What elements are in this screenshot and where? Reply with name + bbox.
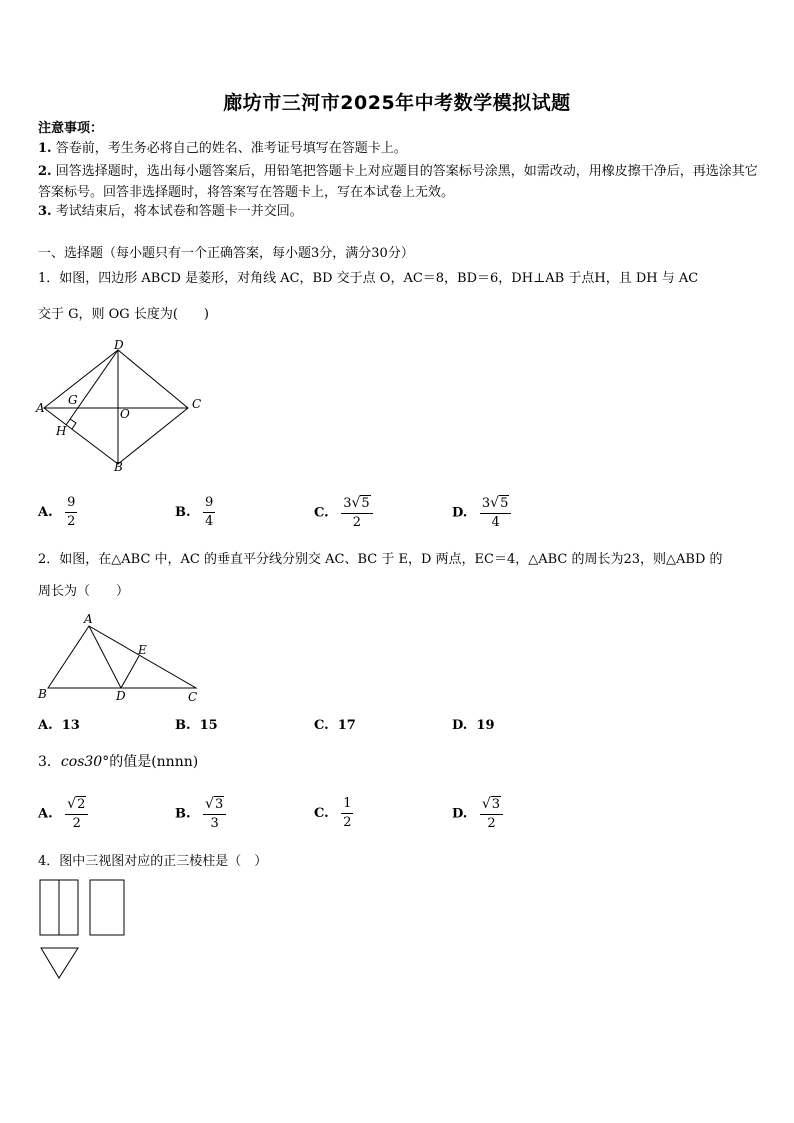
radicand: 3 [214,797,224,812]
option-letter: C. [314,806,329,821]
radicand: 5 [361,496,370,511]
option-letter: D. [452,505,468,521]
page-title: 廊坊市三河市2025年中考数学模拟试题 [223,92,571,114]
fraction [480,494,511,532]
q2-triangle-figure [34,612,214,704]
q3-expression: cos30° [60,754,110,770]
option-letter: A. [38,505,53,520]
sqrt-symbol: √3 [205,796,224,812]
denominator: 2 [67,514,76,529]
option-letter: D. [452,718,468,733]
label-b: B [114,460,123,474]
q2-option-c[interactable] [314,718,356,733]
q1-rhombus-figure [34,338,214,478]
coefficient: 3 [481,496,491,511]
q2-option-b[interactable] [175,718,218,733]
option-value: 15 [199,718,218,733]
rhombus-outline [44,350,188,464]
label-e: E [138,643,147,657]
denominator: 2 [487,816,496,831]
radicand: 5 [500,496,509,511]
numerator [480,494,511,514]
q4-text: 4．图中三视图对应的正三棱柱是（ ） [38,854,268,869]
side-view [90,880,124,935]
notice-item-text: 答卷前，考生务必将自己的姓名、准考证号填写在答题卡上。 [55,141,407,156]
fraction [203,494,215,531]
section-heading: 一、选择题（每小题只有一个正确答案，每小题3分，满分30分） [38,246,414,261]
notice-item-text: 回答选择题时，选出每小题答案后，用铅笔把答题卡上对应题目的答案标号涂黑，如需改动，用橡皮擦干净后，再选涂其它答案标号。回答非选择题时，将答案写在答题卡上，写在本试卷上无效。 [38,164,758,200]
q3-suffix: 的值是(nnnn) [109,754,199,770]
option-letter: A. [38,806,53,822]
denominator: 4 [205,514,214,529]
q3-option-a[interactable] [38,795,88,833]
notice-item-3 [38,203,303,221]
sqrt-symbol: √5 [490,495,509,511]
radicand: 2 [77,797,86,812]
q2-option-a[interactable] [38,718,80,733]
label-d: D [114,338,124,352]
q4-three-view-figure [38,878,128,982]
fraction [480,795,503,833]
segment-de [121,656,139,688]
top-view-triangle [41,948,78,978]
q1-text-line1: 1．如图，四边形 ABCD 是菱形，对角线 AC，BD 交于点 O，AC＝8，BD＝6，DH⊥AB 于点H，且 DH 与 AC [38,271,699,286]
option-value: 17 [337,718,356,733]
q3-option-d[interactable] [452,795,503,833]
label-a: A [84,612,93,626]
denominator: 2 [343,815,352,830]
denominator: 2 [72,816,81,831]
label-c: C [192,397,202,411]
option-letter: B. [175,806,191,822]
q1-option-b[interactable] [175,494,215,531]
option-letter: C. [314,718,329,733]
option-letter: D. [452,806,468,822]
q1-option-c[interactable] [314,494,373,532]
label-c: C [188,690,198,704]
notice-item-num: 1. [38,141,52,156]
notice-item-1 [38,140,407,158]
label-o: O [120,407,130,421]
q3-option-c[interactable] [314,795,353,832]
label-a: A [36,401,45,415]
denominator: 2 [352,515,362,530]
q1-text-line2: 交于 G，则 OG 长度为( ) [38,307,209,322]
numerator: 9 [203,494,215,513]
triangle-abc [48,626,196,688]
q1-option-a[interactable] [38,494,77,531]
denominator: 4 [491,515,500,530]
sqrt-symbol: √2 [67,796,86,812]
option-value: 19 [476,718,495,733]
option-letter: C. [314,505,329,521]
segment-dh [66,350,118,425]
sqrt-symbol: √5 [351,495,370,511]
fraction [65,795,88,833]
sqrt-symbol: √3 [481,796,501,812]
notice-item-2 [38,161,758,203]
option-letter: B. [175,718,191,733]
q2-option-d[interactable] [452,718,495,733]
notice-item-num: 3. [38,204,52,219]
label-b: B [38,687,47,701]
fraction [65,494,77,531]
radicand: 3 [491,797,501,812]
q2-text-line1: 2．如图，在△ABC 中，AC 的垂直平分线分别交 AC、BC 于 E，D 两点，EC＝4，△ABC 的周长为23，则△ABD 的 [38,552,723,567]
denominator: 3 [210,816,219,831]
fraction [341,494,372,532]
notice-item-text: 考试结束后，将本试卷和答题卡一并交回。 [55,204,303,219]
q1-option-d[interactable] [452,494,511,532]
numerator [203,795,226,815]
q3-prefix: 3． [38,754,61,770]
fraction [341,795,353,832]
option-letter: A. [38,718,53,733]
q3-option-b[interactable] [175,795,226,833]
numerator [480,795,503,815]
numerator: 9 [65,494,77,513]
q2-text-line2: 周长为（ ） [38,584,130,599]
right-angle-mark [70,419,76,429]
coefficient: 3 [343,496,352,511]
option-value: 13 [61,718,80,733]
label-h: H [56,424,67,438]
notice-heading: 注意事项： [38,121,104,136]
label-d: D [116,689,126,703]
fraction [203,795,226,833]
label-g: G [68,393,78,407]
q3-text [38,753,198,771]
notice-item-num: 2. [38,164,52,179]
numerator: 1 [341,795,353,814]
numerator [341,494,372,514]
numerator [65,795,88,815]
option-letter: B. [175,505,191,520]
